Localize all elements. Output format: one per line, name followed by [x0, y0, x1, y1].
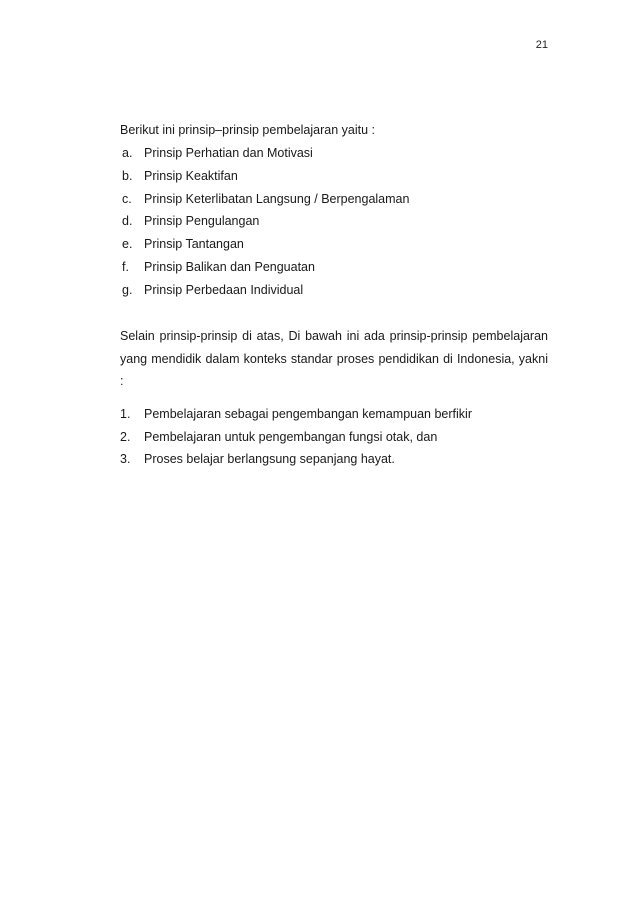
list-item-text: Pembelajaran untuk pengembangan fungsi otak, dan	[144, 429, 438, 444]
list-item-text: Prinsip Balikan dan Penguatan	[144, 259, 315, 274]
list-item-text: Prinsip Keaktifan	[144, 168, 238, 183]
list-item	[122, 168, 409, 191]
list-item-text: Pembelajaran sebagai pengembangan kemampuan berfikir	[144, 407, 472, 421]
list-marker: d.	[122, 214, 133, 229]
list-item	[122, 145, 409, 168]
list-marker: 3.	[120, 452, 131, 466]
list-item-text: Prinsip Pengulangan	[144, 214, 260, 229]
list-marker: e.	[122, 237, 133, 252]
list-marker: a.	[122, 146, 133, 160]
list-item	[122, 282, 409, 305]
intro-text: Berikut ini prinsip–prinsip pembelajaran yaitu :	[120, 123, 375, 137]
list-marker: 1.	[120, 407, 131, 421]
list-marker: f.	[122, 259, 129, 274]
educational-principles-list	[120, 406, 472, 474]
list-item-text: Prinsip Perbedaan Individual	[144, 282, 304, 297]
principles-list	[122, 145, 409, 305]
list-item	[120, 406, 472, 429]
page-number: 21	[535, 39, 548, 51]
list-marker: g.	[122, 282, 133, 297]
list-item	[122, 236, 409, 259]
list-item	[122, 213, 409, 236]
list-item	[122, 191, 409, 214]
body-paragraph: Selain prinsip-prinsip di atas, Di bawah ini ada prinsip-prinsip pembelajaran yang mendidik dalam konteks standar proses pendidikan di Indonesia, yakni :	[120, 329, 548, 388]
list-item	[122, 259, 409, 282]
list-item	[120, 451, 472, 474]
list-item-text: Prinsip Tantangan	[144, 237, 244, 252]
list-item	[120, 429, 472, 452]
list-marker: b.	[122, 168, 133, 183]
list-item-text: Prinsip Keterlibatan Langsung / Berpengalaman	[144, 191, 410, 206]
list-marker: c.	[122, 191, 132, 206]
list-item-text: Prinsip Perhatian dan Motivasi	[144, 146, 313, 160]
list-marker: 2.	[120, 429, 131, 444]
list-item-text: Proses belajar berlangsung sepanjang hayat.	[144, 452, 395, 466]
